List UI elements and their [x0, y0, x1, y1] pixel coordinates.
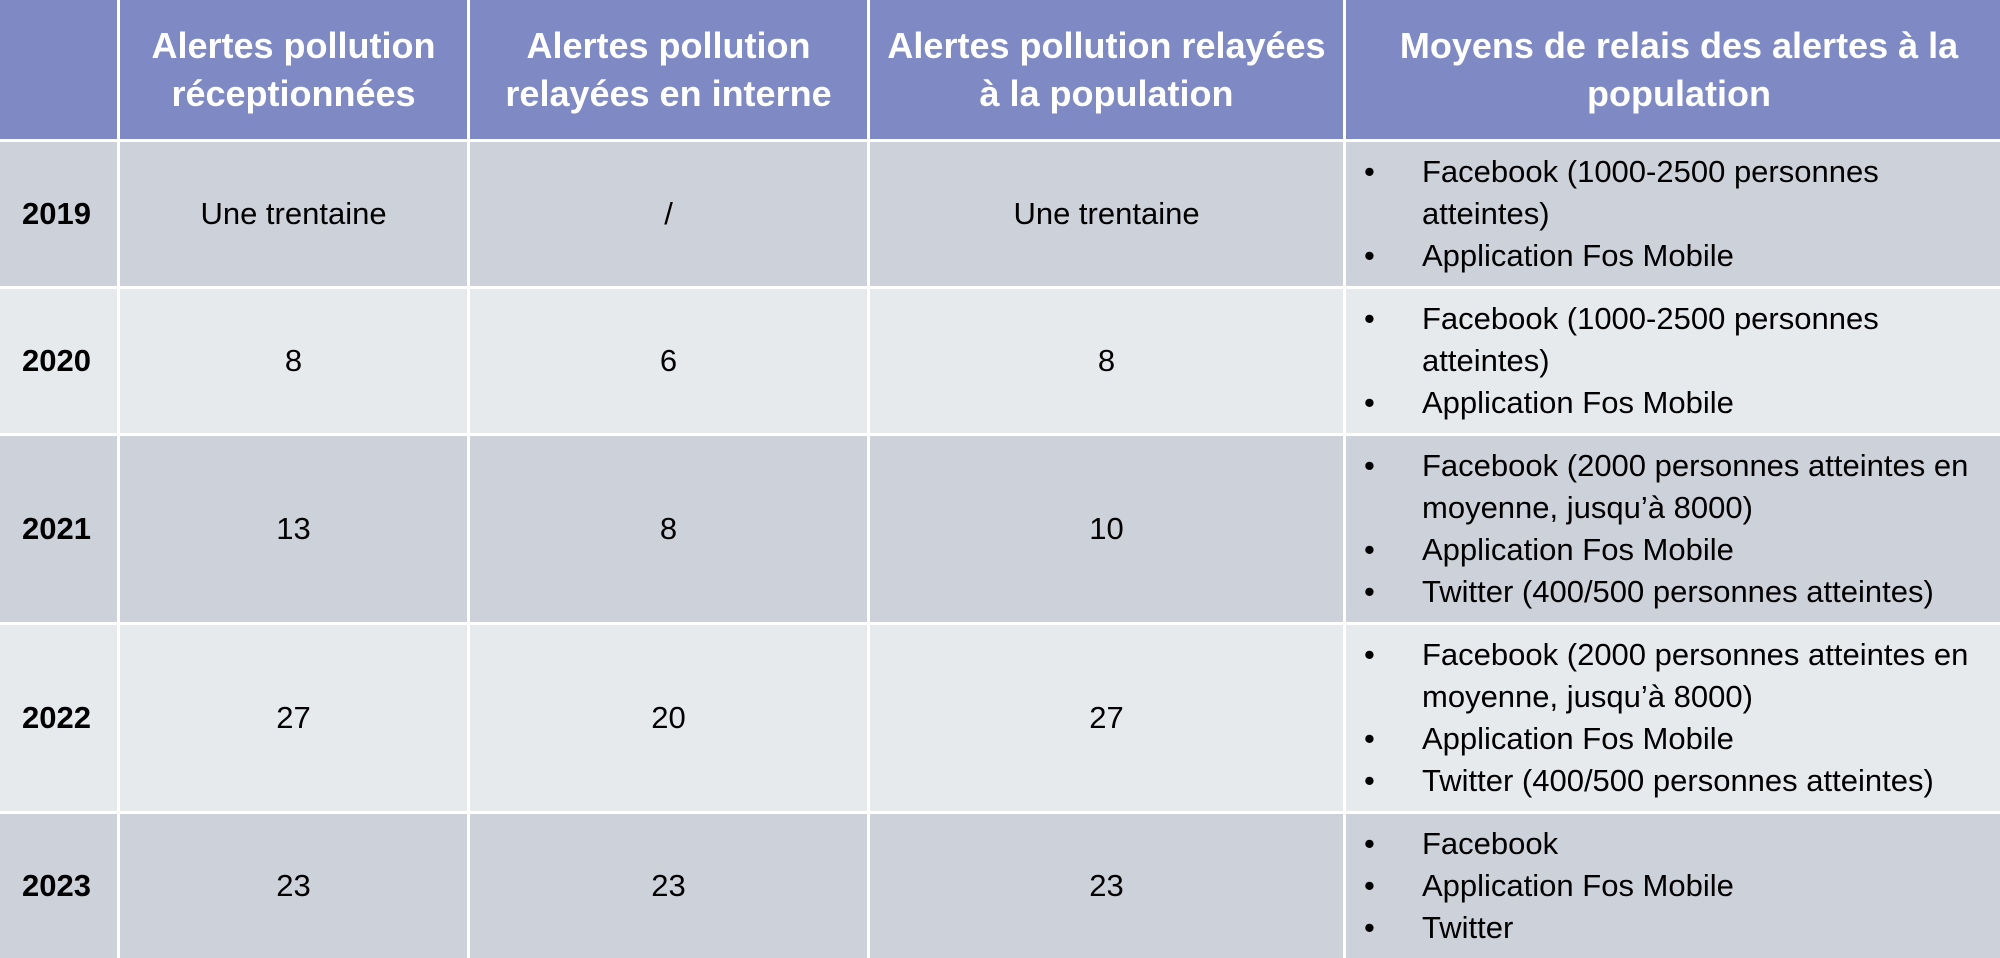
cell-population: 10	[870, 436, 1343, 622]
bullet-icon: •	[1364, 910, 1375, 945]
cell-population: 8	[870, 289, 1343, 433]
means-list	[1364, 151, 2000, 277]
list-item-text: Facebook (1000-2500 personnes atteintes)	[1422, 301, 1879, 378]
list-item	[1364, 298, 2000, 382]
cell-means	[1346, 814, 2000, 958]
bullet-icon: •	[1364, 637, 1375, 672]
bullet-icon: •	[1364, 448, 1375, 483]
list-item	[1364, 445, 2000, 529]
row-year: 2019	[0, 142, 117, 286]
cell-received: 27	[120, 625, 467, 811]
header-received: Alertes pollution réceptionnées	[120, 0, 467, 139]
cell-means	[1346, 289, 2000, 433]
means-list	[1364, 634, 2000, 802]
cell-received: 13	[120, 436, 467, 622]
cell-internal: 6	[470, 289, 867, 433]
bullet-icon: •	[1364, 826, 1375, 861]
list-item-text: Facebook (2000 personnes atteintes en moyenne, jusqu’à 8000)	[1422, 637, 1969, 714]
cell-means	[1346, 436, 2000, 622]
bullet-icon: •	[1364, 532, 1375, 567]
list-item	[1364, 571, 2000, 613]
bullet-icon: •	[1364, 301, 1375, 336]
list-item-text: Twitter (400/500 personnes atteintes)	[1422, 763, 1934, 798]
cell-internal: 20	[470, 625, 867, 811]
list-item	[1364, 718, 2000, 760]
list-item	[1364, 865, 2000, 907]
list-item	[1364, 823, 2000, 865]
bullet-icon: •	[1364, 238, 1375, 273]
list-item-text: Facebook (2000 personnes atteintes en moyenne, jusqu’à 8000)	[1422, 448, 1969, 525]
cell-population: Une trentaine	[870, 142, 1343, 286]
means-list	[1364, 445, 2000, 613]
cell-received: 8	[120, 289, 467, 433]
bullet-icon: •	[1364, 763, 1375, 798]
list-item	[1364, 151, 2000, 235]
cell-received: Une trentaine	[120, 142, 467, 286]
row-year: 2020	[0, 289, 117, 433]
cell-internal: 23	[470, 814, 867, 958]
list-item	[1364, 235, 2000, 277]
header-internal: Alertes pollution relayées en interne	[470, 0, 867, 139]
bullet-icon: •	[1364, 868, 1375, 903]
list-item-text: Twitter	[1422, 910, 1514, 945]
bullet-icon: •	[1364, 385, 1375, 420]
list-item-text: Twitter (400/500 personnes atteintes)	[1422, 574, 1934, 609]
list-item	[1364, 760, 2000, 802]
list-item	[1364, 529, 2000, 571]
list-item-text: Facebook (1000-2500 personnes atteintes)	[1422, 154, 1879, 231]
means-list	[1364, 823, 2000, 949]
list-item	[1364, 907, 2000, 949]
row-year: 2022	[0, 625, 117, 811]
list-item-text: Facebook	[1422, 826, 1559, 861]
list-item-text: Application Fos Mobile	[1422, 385, 1734, 420]
cell-means	[1346, 625, 2000, 811]
cell-population: 23	[870, 814, 1343, 958]
list-item-text: Application Fos Mobile	[1422, 238, 1734, 273]
header-year	[0, 0, 117, 139]
list-item	[1364, 382, 2000, 424]
bullet-icon: •	[1364, 574, 1375, 609]
bullet-icon: •	[1364, 721, 1375, 756]
list-item-text: Application Fos Mobile	[1422, 532, 1734, 567]
list-item-text: Application Fos Mobile	[1422, 868, 1734, 903]
row-year: 2023	[0, 814, 117, 958]
means-list	[1364, 298, 2000, 424]
cell-means	[1346, 142, 2000, 286]
cell-internal: 8	[470, 436, 867, 622]
list-item-text: Application Fos Mobile	[1422, 721, 1734, 756]
bullet-icon: •	[1364, 154, 1375, 189]
row-year: 2021	[0, 436, 117, 622]
header-means: Moyens de relais des alertes à la population	[1346, 0, 2000, 139]
cell-population: 27	[870, 625, 1343, 811]
cell-received: 23	[120, 814, 467, 958]
header-population: Alertes pollution relayées à la population	[870, 0, 1343, 139]
list-item	[1364, 634, 2000, 718]
cell-internal: /	[470, 142, 867, 286]
